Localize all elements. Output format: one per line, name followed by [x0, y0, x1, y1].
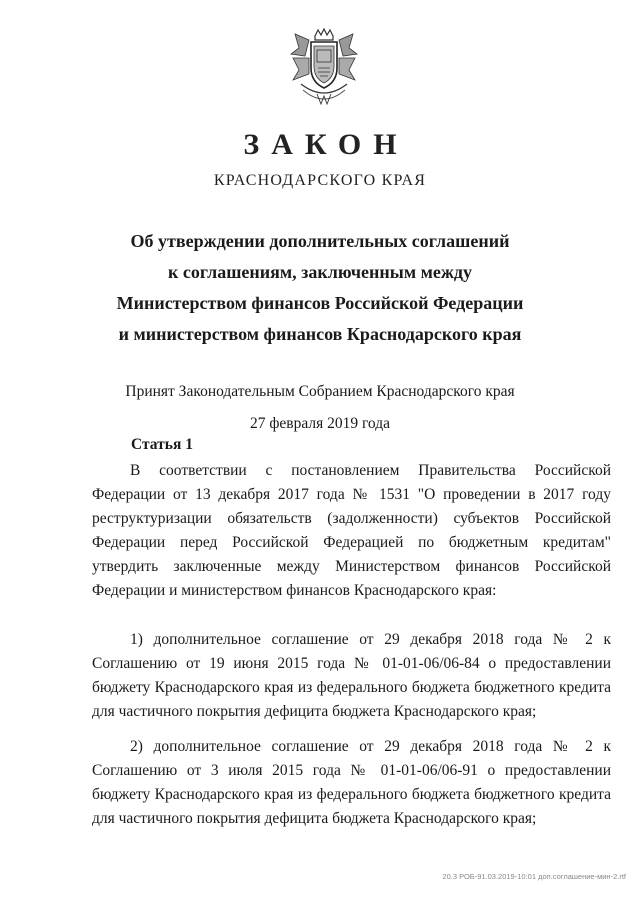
subject-line: и министерством финансов Краснодарского края	[118, 324, 522, 344]
article-paragraph: 2) дополнительное соглашение от 29 декабря 2018 года № 2 к Соглашению от 3 июля 2015 года № 01-01-06/06-91 о предоставлении бюджету Краснодарского края из федерального бюджета бюджетного кредита для частичного покрытия дефицита бюджета Краснодарского края;	[92, 738, 611, 827]
subject-line: к соглашениям, заключенным между	[167, 262, 473, 282]
adoption-line: Принят Законодательным Собранием Краснодарского края	[125, 383, 515, 400]
article-paragraph: В соответствии с постановлением Правительства Российской Федерации от 13 декабря 2017 года № 1531 "О проведении в 2017 году реструктуризации обязательств (задолженности) субъектов Российской Федерации перед Российской Федерацией по бюджетным кредитам" утвердить заключенные между Министерством финансов Российской Федерации и министерством финансов Краснодарского края:	[92, 462, 611, 599]
law-title: ЗАКОН	[243, 128, 409, 161]
region-name: КРАСНОДАРСКОГО КРАЯ	[213, 172, 427, 189]
file-reference: 20.3 РОБ-91.03.2019-10:01 доп.соглашение-мин-2.rtf	[442, 872, 626, 881]
law-subject	[0, 226, 640, 350]
subject-line: Министерством финансов Российской Федерации	[116, 293, 524, 313]
krasnodar-coat-of-arms-icon	[287, 28, 361, 112]
subject-line: Об утверждении дополнительных соглашений	[130, 231, 510, 251]
adoption-date: 27 февраля 2019 года	[249, 415, 391, 432]
article-paragraph: 1) дополнительное соглашение от 29 декабря 2018 года № 2 к Соглашению от 19 июня 2015 года № 01-01-06/06-84 о предоставлении бюджету Краснодарского края из федерального бюджета бюджетного кредита для частичного покрытия дефицита бюджета Краснодарского края;	[92, 631, 611, 720]
adoption-note	[0, 376, 640, 440]
article-heading: Статья 1	[131, 436, 193, 453]
